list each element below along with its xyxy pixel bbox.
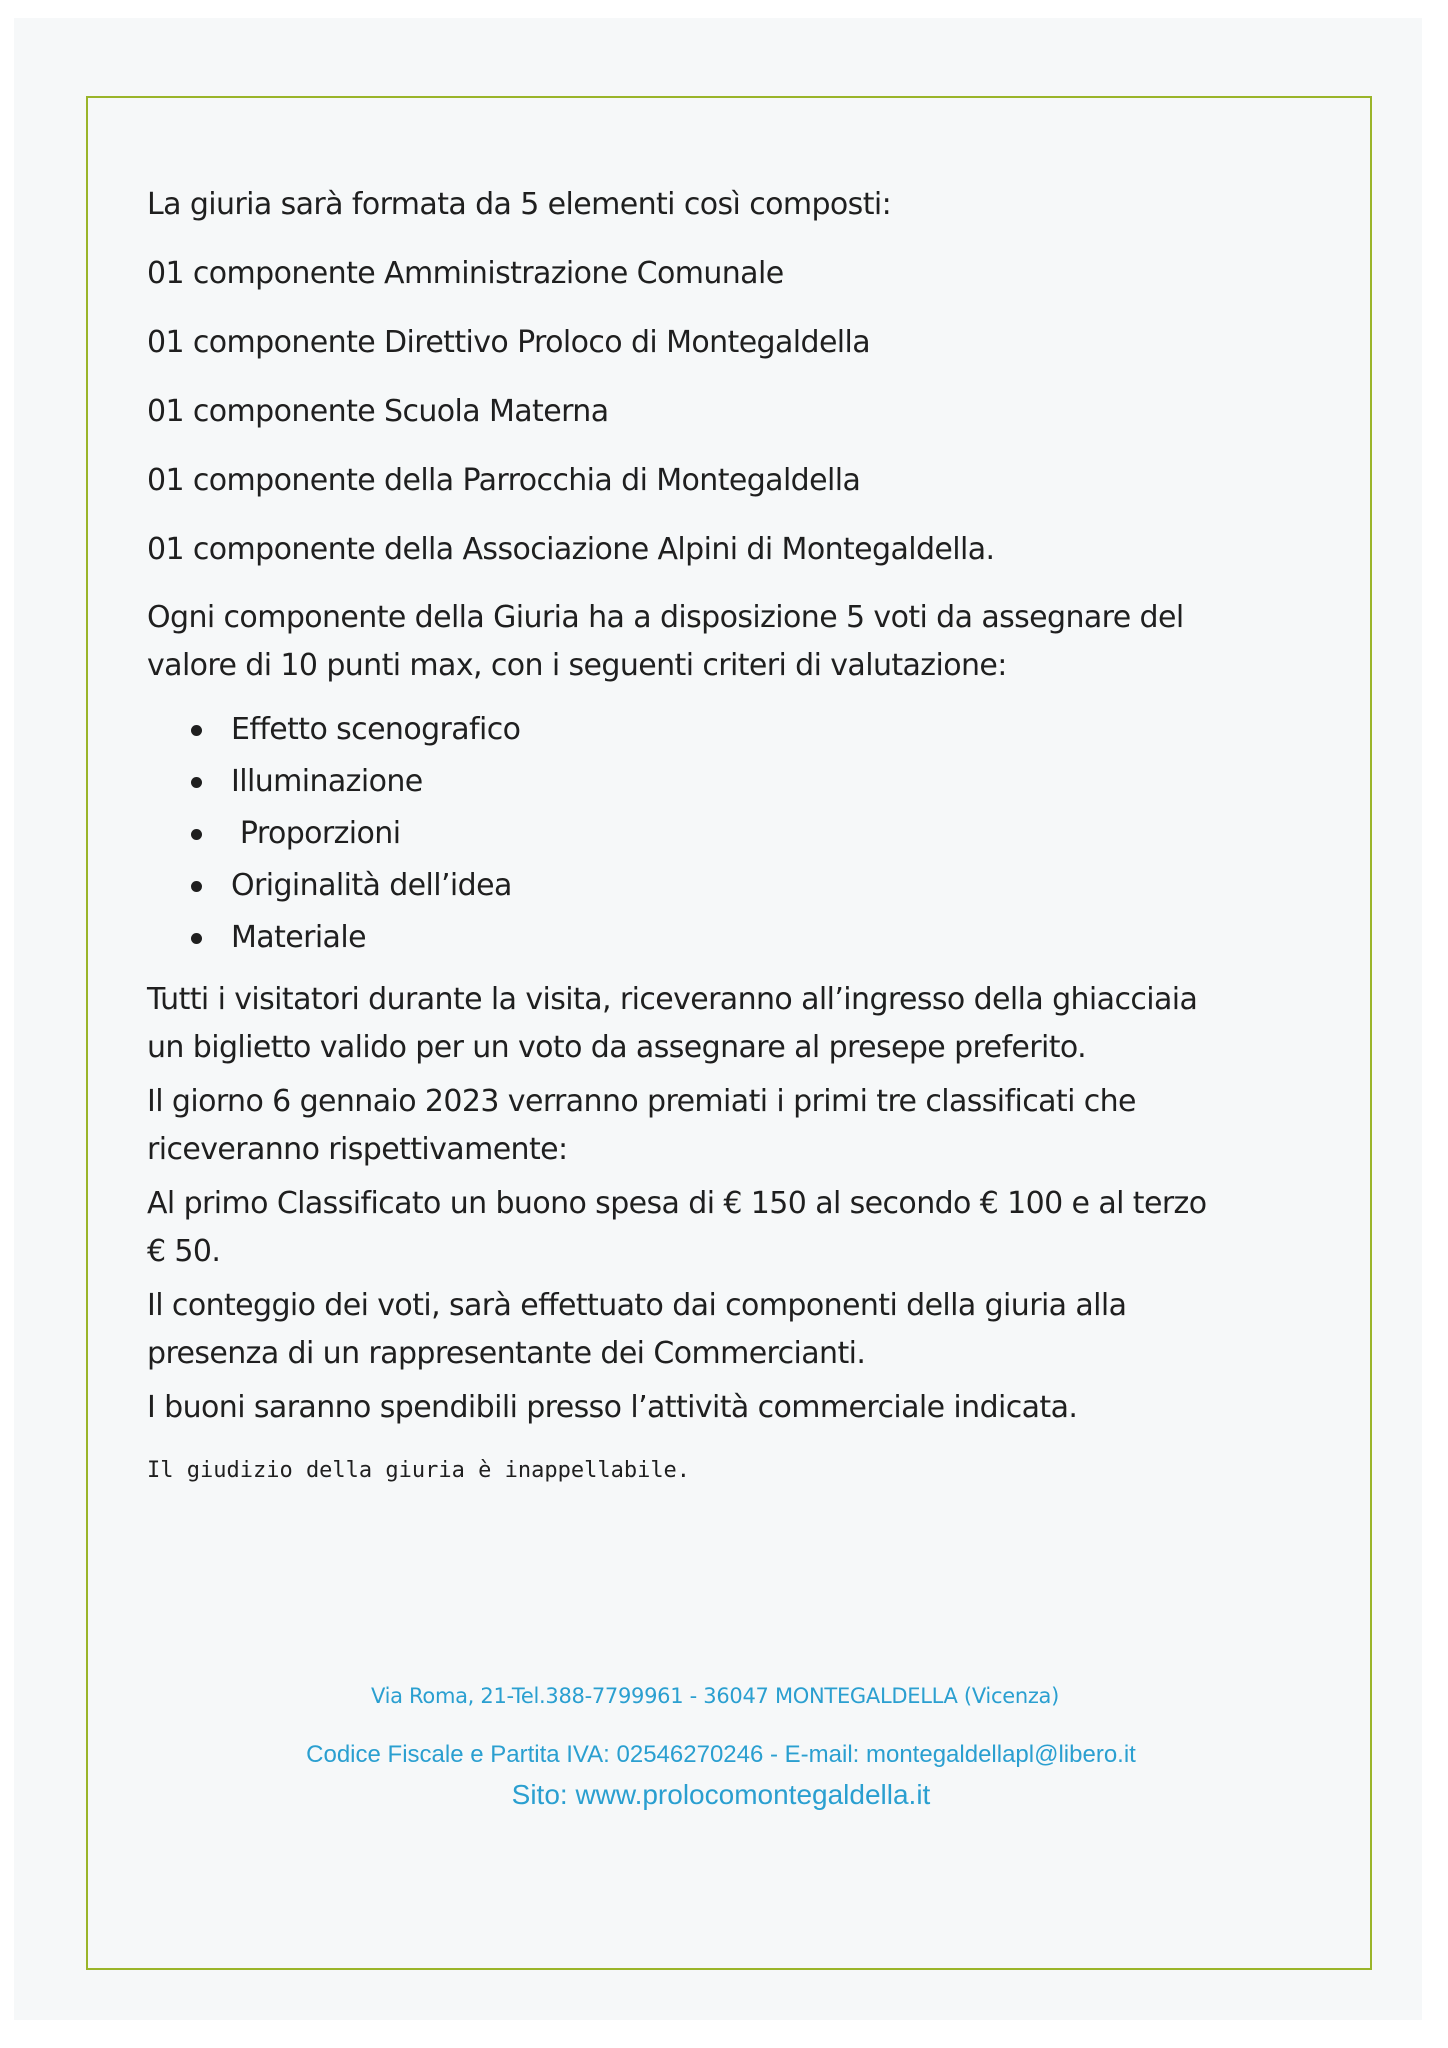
criteria-list [187,704,1287,964]
jury-member-line: 01 componente Scuola Materna [147,394,609,429]
paragraph-line: valore di 10 punti max, con i seguenti criteri di valutazione: [147,648,1007,683]
criteria-item [187,704,1287,756]
jury-member-line: 01 componente della Associazione Alpini di Montegaldella. [147,532,995,567]
criteria-item [187,912,1287,964]
jury-member-line: 01 componente Amministrazione Comunale [147,256,784,291]
paragraph-line: Al primo Classificato un buono spesa di € 150 al secondo € 100 e al terzo [147,1186,1207,1221]
paragraph-line: un biglietto valido per un voto da assegnare al presepe preferito. [147,1030,1087,1065]
paragraph-line: Ogni componente della Giuria ha a disposizione 5 voti da assegnare del [147,600,1184,635]
paragraph-line: Il giorno 6 gennaio 2023 verranno premiati i primi tre classificati che [147,1084,1136,1119]
paragraph-line: € 50. [147,1234,221,1269]
vouchers-paragraph [147,1384,1287,1432]
criteria-label: Proporzioni [231,816,401,851]
visitors-paragraph [147,976,1287,1072]
footer-fiscal-info: Codice Fiscale e Partita IVA: 02546270246 - E-mail: montegaldellapl@libero.it [306,1741,1136,1768]
paragraph-line: presenza di un rappresentante dei Commercianti. [147,1336,866,1371]
bullet-icon [191,881,202,892]
document-body [147,188,1287,1483]
bullet-icon [191,777,202,788]
bullet-icon [191,933,202,944]
footer-address: Via Roma, 21-Tel.388-7799961 - 36047 MONTEGALDELLA (Vicenza) [370,1684,1060,1708]
bullet-icon [191,725,202,736]
paragraph-line: riceveranno rispettivamente: [147,1132,568,1167]
count-paragraph [147,1282,1287,1378]
awards-paragraph [147,1078,1287,1174]
bullet-icon [191,829,202,840]
intro-line: La giuria sarà formata da 5 elementi così composti: [147,187,892,222]
votes-paragraph [147,594,1287,690]
paragraph-line: I buoni saranno spendibili presso l’attività commerciale indicata. [147,1390,1078,1425]
criteria-label: Illuminazione [231,764,423,799]
prizes-paragraph [147,1180,1287,1276]
final-note: Il giudizio della giuria è inappellabile. [147,1458,691,1483]
criteria-label: Effetto scenografico [231,712,521,747]
paragraph-line: Il conteggio dei voti, sarà effettuato dai componenti della giuria alla [147,1288,1127,1323]
criteria-label: Materiale [231,920,366,955]
criteria-item [187,860,1287,912]
jury-member-line: 01 componente della Parrocchia di Montegaldella [147,463,861,498]
criteria-item [187,756,1287,808]
paragraph-line: Tutti i visitatori durante la visita, riceveranno all’ingresso della ghiacciaia [147,982,1198,1017]
footer-website: Sito: www.prolocomontegaldella.it [511,1779,931,1810]
criteria-label: Originalità dell’idea [231,868,512,903]
criteria-item [187,808,1287,860]
jury-member-line: 01 componente Direttivo Proloco di Montegaldella [147,325,871,360]
